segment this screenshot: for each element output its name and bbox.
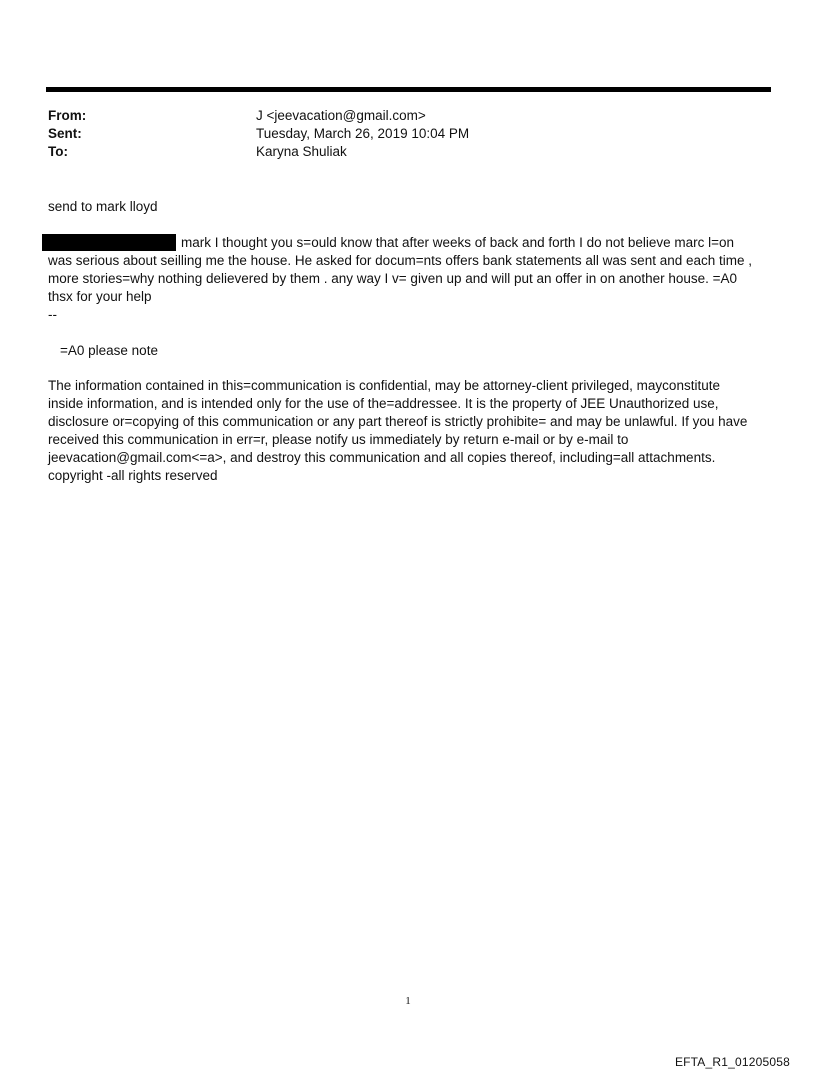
sent-value: Tuesday, March 26, 2019 10:04 PM [256, 126, 470, 141]
intro-line [48, 198, 772, 216]
disclaimer-line: The information contained in this=communication is confidential, may be attorney-client privileged, mayconstitute [48, 378, 720, 393]
disclaimer-line: received this communication in err=r, please notify us immediately by return e-mail or by e-mail to [48, 432, 629, 447]
header-rule [46, 87, 771, 92]
from-value: J <jeevacation@gmail.com> [256, 108, 426, 123]
message-line: more stories=why nothing delievered by them . any way I v= given up and will put an offer in on another house. =A0 [48, 271, 738, 286]
disclaimer-line: copyright -all rights reserved [48, 468, 218, 483]
to-value: Karyna Shuliak [256, 144, 347, 159]
from-label: From: [48, 108, 87, 123]
from-row [48, 107, 768, 125]
sent-row [48, 125, 768, 143]
page-number: 1 [405, 995, 411, 1007]
document-id: EFTA_R1_01205058 [674, 1055, 790, 1069]
note-line [60, 342, 784, 360]
message-line: was serious about seilling me the house. He asked for docum=nts offers bank statements all was sent and each time , [48, 253, 753, 268]
to-row [48, 143, 768, 161]
sent-label: Sent: [48, 126, 82, 141]
intro-text: send to mark lloyd [48, 199, 158, 214]
disclaimer-line: jeevacation@gmail.com<=a>, and destroy this communication and all copies thereof, including=all attachments. [48, 450, 716, 465]
disclaimer-line: disclosure or=copying of this communication or any part thereof is strictly prohibite= and may be unlawful. If you have [48, 414, 748, 429]
email-header [48, 107, 768, 161]
message-body [48, 234, 772, 324]
message-line-text: mark I thought you s=ould know that after weeks of back and forth I do not believe marc l=on [181, 235, 735, 250]
message-line [48, 234, 772, 252]
message-line: thsx for your help [48, 289, 152, 304]
to-label: To: [48, 144, 68, 159]
redaction-box [42, 234, 176, 251]
disclaimer [48, 377, 772, 485]
signature-separator: -- [48, 307, 57, 322]
disclaimer-line: inside information, and is intended only for the use of the=addressee. It is the property of JEE Unauthorized use, [48, 396, 719, 411]
note-text: =A0 please note [60, 343, 158, 358]
